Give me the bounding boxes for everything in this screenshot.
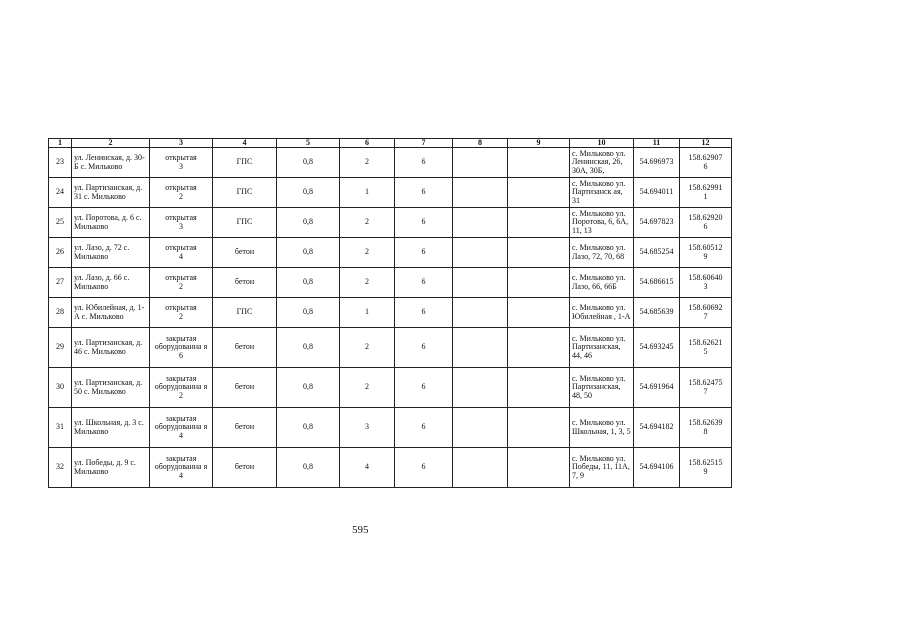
table-cell: 158.62991 1 bbox=[680, 178, 732, 208]
table-cell: 31 bbox=[49, 408, 72, 448]
table-cell: 2 bbox=[340, 328, 395, 368]
column-header: 4 bbox=[213, 139, 277, 148]
table-cell: 6 bbox=[395, 408, 453, 448]
table-cell: ул. Юбилейная, д. 1-А с. Мильково bbox=[72, 298, 150, 328]
table-cell bbox=[508, 208, 570, 238]
table-cell: 54.694011 bbox=[634, 178, 680, 208]
table-cell: 6 bbox=[395, 238, 453, 268]
table-cell: 158.62621 5 bbox=[680, 328, 732, 368]
table-cell: 158.62907 6 bbox=[680, 148, 732, 178]
table-cell: 3 bbox=[340, 408, 395, 448]
table-cell: 29 bbox=[49, 328, 72, 368]
column-header: 3 bbox=[150, 139, 213, 148]
table-cell bbox=[508, 238, 570, 268]
table-cell bbox=[508, 328, 570, 368]
table-cell bbox=[453, 208, 508, 238]
table-cell: 2 bbox=[340, 368, 395, 408]
table-cell: с. Мильково ул. Партизанская, 44, 46 bbox=[570, 328, 634, 368]
table-cell: 0,8 bbox=[277, 448, 340, 488]
table-cell: 0,8 bbox=[277, 238, 340, 268]
table-cell: 23 bbox=[49, 148, 72, 178]
table-cell: ГПС bbox=[213, 148, 277, 178]
table-cell: 0,8 bbox=[277, 328, 340, 368]
table-cell: ул. Победы, д. 9 с. Мильково bbox=[72, 448, 150, 488]
column-header: 10 bbox=[570, 139, 634, 148]
table-cell: 158.62515 9 bbox=[680, 448, 732, 488]
table-row bbox=[49, 408, 732, 448]
table-cell: 30 bbox=[49, 368, 72, 408]
table-cell bbox=[453, 328, 508, 368]
table-cell bbox=[508, 268, 570, 298]
table-cell: 6 bbox=[395, 328, 453, 368]
table-row bbox=[49, 368, 732, 408]
table-cell: 54.694182 bbox=[634, 408, 680, 448]
table-cell bbox=[453, 238, 508, 268]
table-cell bbox=[453, 268, 508, 298]
table-cell: 28 bbox=[49, 298, 72, 328]
table-row bbox=[49, 178, 732, 208]
table-cell: ул. Лазо, д. 66 с. Мильково bbox=[72, 268, 150, 298]
table-cell: ул. Поротова, д. 6 с. Мильково bbox=[72, 208, 150, 238]
table-cell: 158.62639 8 bbox=[680, 408, 732, 448]
column-header: 8 bbox=[453, 139, 508, 148]
table-cell: 0,8 bbox=[277, 408, 340, 448]
table-cell: закрытая оборудованна я 4 bbox=[150, 448, 213, 488]
table-cell: ГПС bbox=[213, 298, 277, 328]
table-cell: с. Мильково ул. Ленинская, 26, 30А, 30Б, bbox=[570, 148, 634, 178]
table-cell: 2 bbox=[340, 208, 395, 238]
table-cell: 2 bbox=[340, 238, 395, 268]
table-cell bbox=[453, 148, 508, 178]
table-cell: 0,8 bbox=[277, 368, 340, 408]
table-row bbox=[49, 148, 732, 178]
table-cell: 1 bbox=[340, 178, 395, 208]
table-cell: с. Мильково ул. Юбилейная , 1-А bbox=[570, 298, 634, 328]
table-cell: ул. Ленинская, д. 30-Б с. Мильково bbox=[72, 148, 150, 178]
table-cell: открытая 2 bbox=[150, 178, 213, 208]
table-cell: с. Мильково ул. Партизанская, 48, 50 bbox=[570, 368, 634, 408]
table-cell: 6 bbox=[395, 268, 453, 298]
table-cell: 6 bbox=[395, 208, 453, 238]
table-cell bbox=[453, 368, 508, 408]
table-cell: 54.685639 bbox=[634, 298, 680, 328]
table-cell: открытая 2 bbox=[150, 298, 213, 328]
table-cell: 54.693245 bbox=[634, 328, 680, 368]
table-cell: 1 bbox=[340, 298, 395, 328]
table-cell: закрытая оборудованна я 4 bbox=[150, 408, 213, 448]
column-header: 7 bbox=[395, 139, 453, 148]
table-cell: 25 bbox=[49, 208, 72, 238]
table-cell: открытая 3 bbox=[150, 148, 213, 178]
table-cell: ул. Партизанская, д. 31 с. Мильково bbox=[72, 178, 150, 208]
column-header: 2 bbox=[72, 139, 150, 148]
table-cell: бетон bbox=[213, 238, 277, 268]
table-cell bbox=[453, 448, 508, 488]
table-cell bbox=[508, 448, 570, 488]
table-cell bbox=[508, 298, 570, 328]
table-row bbox=[49, 208, 732, 238]
table-cell: 54.696973 bbox=[634, 148, 680, 178]
table-cell: закрытая оборудованна я 2 bbox=[150, 368, 213, 408]
table-cell: бетон bbox=[213, 268, 277, 298]
table-cell: 26 bbox=[49, 238, 72, 268]
header-row bbox=[49, 139, 732, 148]
table-cell: 158.60640 3 bbox=[680, 268, 732, 298]
table-row bbox=[49, 448, 732, 488]
table-cell: 6 bbox=[395, 368, 453, 408]
table-cell: 4 bbox=[340, 448, 395, 488]
column-header: 12 bbox=[680, 139, 732, 148]
table-cell bbox=[453, 298, 508, 328]
table-cell bbox=[453, 408, 508, 448]
table-cell: 158.62920 6 bbox=[680, 208, 732, 238]
column-header: 11 bbox=[634, 139, 680, 148]
table-row bbox=[49, 298, 732, 328]
table-cell: бетон bbox=[213, 448, 277, 488]
table-cell: 158.62475 7 bbox=[680, 368, 732, 408]
table-cell: 6 bbox=[395, 448, 453, 488]
column-header: 5 bbox=[277, 139, 340, 148]
table-cell: с. Мильково ул. Лазо, 72, 70, 68 bbox=[570, 238, 634, 268]
table-cell: ГПС bbox=[213, 208, 277, 238]
table-cell: 24 bbox=[49, 178, 72, 208]
table-cell: 54.697823 bbox=[634, 208, 680, 238]
table-cell: открытая 4 bbox=[150, 238, 213, 268]
table-row bbox=[49, 268, 732, 298]
table-cell: 0,8 bbox=[277, 298, 340, 328]
table-cell: с. Мильково ул. Лазо, 66, 66Б bbox=[570, 268, 634, 298]
table-cell: с. Мильково ул. Поротова, 6, 6А, 11, 13 bbox=[570, 208, 634, 238]
column-header: 1 bbox=[49, 139, 72, 148]
table-cell: с. Мильково ул. Школьная, 1, 3, 5 bbox=[570, 408, 634, 448]
page-number: 595 bbox=[352, 524, 369, 536]
table-cell: с. Мильково ул. Победы, 11, 11А, 7, 9 bbox=[570, 448, 634, 488]
table-cell: 54.694106 bbox=[634, 448, 680, 488]
table-cell: 6 bbox=[395, 148, 453, 178]
table-cell bbox=[508, 178, 570, 208]
table-cell: 27 bbox=[49, 268, 72, 298]
table-cell: 54.691964 bbox=[634, 368, 680, 408]
table-cell: бетон bbox=[213, 328, 277, 368]
table-cell: 2 bbox=[340, 268, 395, 298]
table-cell bbox=[453, 178, 508, 208]
table-cell: 2 bbox=[340, 148, 395, 178]
table-cell bbox=[508, 148, 570, 178]
table-cell: ул. Школьная, д. 3 с. Мильково bbox=[72, 408, 150, 448]
table-cell: открытая 2 bbox=[150, 268, 213, 298]
table-cell: 6 bbox=[395, 298, 453, 328]
table-cell: 32 bbox=[49, 448, 72, 488]
table-cell: с. Мильково ул. Партизанск ая, 31 bbox=[570, 178, 634, 208]
table-cell: 158.60692 7 bbox=[680, 298, 732, 328]
table-cell: 0,8 bbox=[277, 148, 340, 178]
table-cell: ул. Партизанская, д. 50 с. Мильково bbox=[72, 368, 150, 408]
table-cell: 0,8 bbox=[277, 268, 340, 298]
table-cell: 0,8 bbox=[277, 208, 340, 238]
table-cell bbox=[508, 368, 570, 408]
table-cell: 158.60512 9 bbox=[680, 238, 732, 268]
table-cell: открытая 3 bbox=[150, 208, 213, 238]
table-cell: 0,8 bbox=[277, 178, 340, 208]
table-cell: 6 bbox=[395, 178, 453, 208]
table-cell: ул. Партизанская, д. 46 с. Мильково bbox=[72, 328, 150, 368]
table-cell: бетон bbox=[213, 368, 277, 408]
table-row bbox=[49, 238, 732, 268]
table-cell: 54.686615 bbox=[634, 268, 680, 298]
data-table bbox=[48, 138, 732, 488]
table-cell: ул. Лазо, д. 72 с. Мильково bbox=[72, 238, 150, 268]
table-cell: 54.685254 bbox=[634, 238, 680, 268]
table-cell: закрытая оборудованна я 6 bbox=[150, 328, 213, 368]
table-cell: бетон bbox=[213, 408, 277, 448]
table-cell bbox=[508, 408, 570, 448]
table-row bbox=[49, 328, 732, 368]
table-cell: ГПС bbox=[213, 178, 277, 208]
column-header: 9 bbox=[508, 139, 570, 148]
column-header: 6 bbox=[340, 139, 395, 148]
